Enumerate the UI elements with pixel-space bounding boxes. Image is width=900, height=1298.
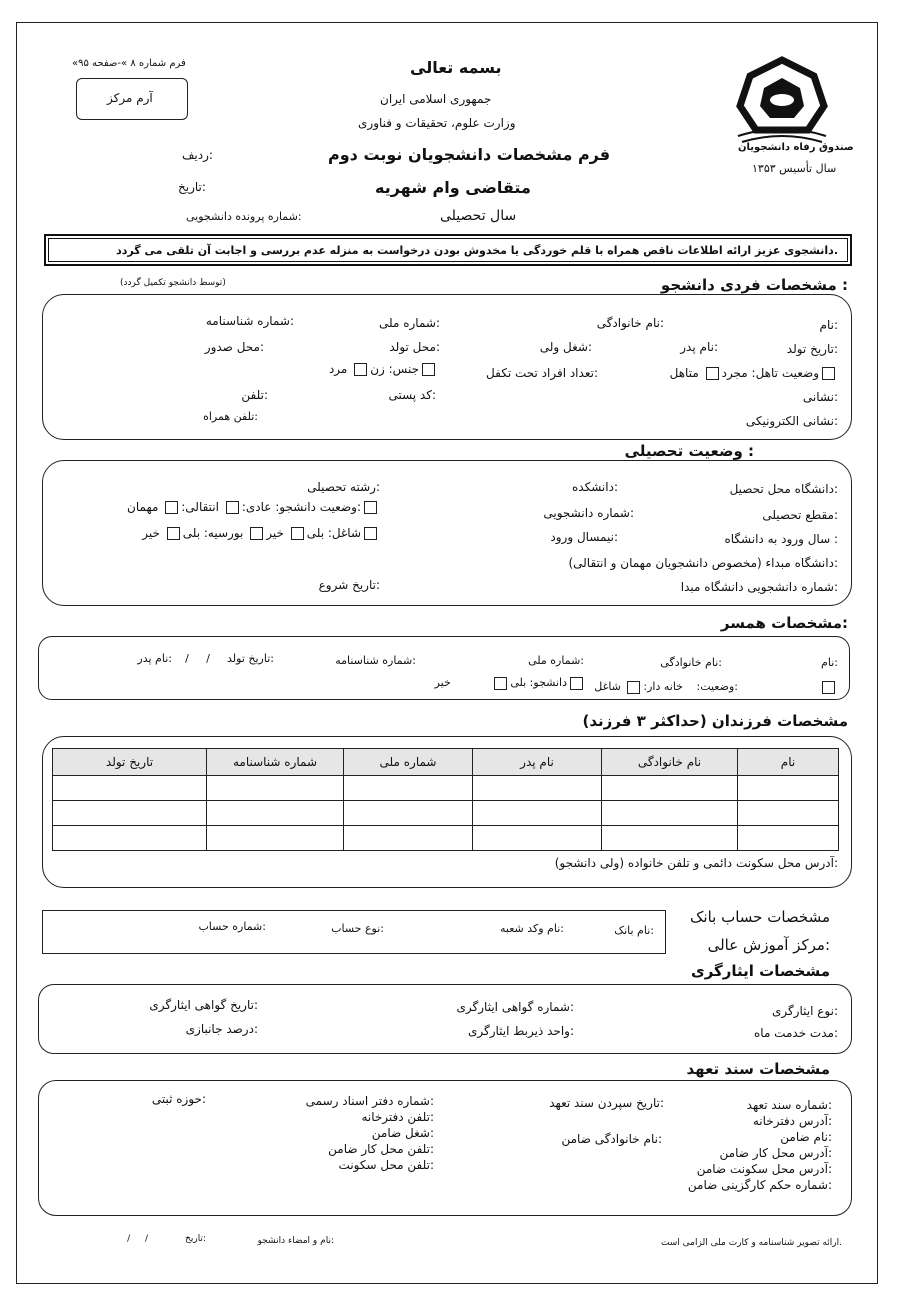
veteran-section-title: مشخصات ایثارگری xyxy=(690,962,830,980)
personal-section-note: (توسط دانشجو تکمیل گردد) xyxy=(120,278,226,288)
employment-group xyxy=(142,526,380,540)
col-national-id: شماره ملی xyxy=(344,749,473,776)
employed-no-label: خیر xyxy=(266,526,284,540)
student-status-group xyxy=(127,500,380,514)
email-label: نشانی الکترونیکی: xyxy=(745,414,838,428)
student-file-number: شماره پرونده دانشجویی: xyxy=(186,210,302,223)
notary-phone-label: تلفن دفترخانه: xyxy=(361,1110,434,1124)
veteran-unit-label: واحد ذیربط ایثارگری: xyxy=(467,1024,574,1038)
birth-cert-label: شماره شناسنامه: xyxy=(205,314,294,328)
employed-yes-label: بلی xyxy=(306,526,325,540)
higher-ed-center-label: مرکز آموزش عالی: xyxy=(707,936,830,954)
guarantee-section-title: مشخصات سند تعهد xyxy=(686,1060,830,1078)
employed-no-checkbox[interactable] xyxy=(250,527,263,540)
spouse-student-label: دانشجو: بلی xyxy=(510,676,567,689)
entry-year-label: سال ورود به دانشگاه : xyxy=(724,532,838,546)
veteran-type-label: نوع ایثارگری: xyxy=(771,1004,838,1018)
notary-address-label: آدرس دفترخانه: xyxy=(752,1114,832,1128)
student-no-label: شماره دانشجویی: xyxy=(543,506,634,520)
table-row xyxy=(53,776,839,801)
guest-checkbox[interactable] xyxy=(364,501,377,514)
spouse-birth-date-label: تاریخ تولد: xyxy=(227,652,274,665)
spouse-status-group xyxy=(594,680,838,694)
republic-line: جمهوری اسلامی ایران xyxy=(380,92,492,106)
address-label: نشانی: xyxy=(802,390,838,404)
account-type-label: نوع حساب: xyxy=(331,922,384,935)
transfer-checkbox[interactable] xyxy=(165,501,178,514)
spouse-national-id-label: شماره ملی: xyxy=(528,654,584,667)
spouse-student-no-checkbox[interactable] xyxy=(570,677,583,690)
account-no-label: شماره حساب: xyxy=(198,920,266,933)
children-table xyxy=(52,748,839,851)
mobile-label: تلفن همراه: xyxy=(203,410,258,423)
guarantor-work-phone-label: تلفن محل کار ضامن: xyxy=(328,1142,434,1156)
date-label: تاریخ: xyxy=(178,180,206,194)
guardian-job-label: شغل ولی: xyxy=(539,340,592,354)
scholarship-yes-label: بلی xyxy=(182,526,201,540)
table-row xyxy=(53,826,839,851)
phone-label: تلفن: xyxy=(241,388,268,402)
guarantor-family-label: نام خانوادگی ضامن: xyxy=(561,1132,662,1146)
spouse-student-yes-checkbox[interactable] xyxy=(494,677,507,690)
student-status-label: وضعیت دانشجو: xyxy=(275,500,357,514)
start-date-label: تاریخ شروع: xyxy=(318,578,380,592)
col-birth-date: تاریخ تولد xyxy=(53,749,207,776)
spouse-employed-checkbox[interactable] xyxy=(822,681,835,694)
ministry-line: وزارت علوم، تحقیقات و فناوری xyxy=(358,116,516,130)
faculty-label: دانشکده: xyxy=(572,480,618,494)
notary-no-label: شماره دفتر اسناد رسمی: xyxy=(305,1094,434,1108)
children-table-header xyxy=(53,749,839,776)
marital-single-label: وضعیت تاهل: مجرد xyxy=(721,366,819,380)
spouse-section-title: مشخصات همسر: xyxy=(720,614,848,632)
veteran-box xyxy=(38,984,852,1054)
guarantor-home-phone-label: تلفن محل سکونت: xyxy=(338,1158,434,1172)
name-label: نام: xyxy=(819,318,838,332)
marital-married-label: متاهل xyxy=(669,366,699,380)
male-checkbox[interactable] xyxy=(422,363,435,376)
fund-logo-year: سال تأسیس ۱۳۵۳ xyxy=(752,162,837,175)
notice-box xyxy=(44,234,852,266)
veteran-cert-date-label: تاریخ گواهی ایثارگری: xyxy=(149,998,258,1012)
form-subtitle: متقاضی وام شهریه xyxy=(375,178,531,197)
entry-semester-label: نیمسال ورود: xyxy=(550,530,618,544)
col-name: نام xyxy=(738,749,839,776)
id-copy-note: ارائه تصویر شناسنامه و کارت ملی الزامی است. xyxy=(660,1238,842,1248)
center-logo-box xyxy=(76,78,188,120)
employed-label: شاغل: xyxy=(327,526,361,540)
education-section-title: وضعیت تحصیلی : xyxy=(624,442,754,460)
footer-date-label: تاریخ: xyxy=(185,1234,206,1244)
birth-place-label: محل تولد: xyxy=(389,340,440,354)
major-label: رشته تحصیلی: xyxy=(307,480,380,494)
scholarship-label: بورسیه: xyxy=(203,526,244,540)
transfer-label: انتقالی: xyxy=(181,500,219,514)
degree-label: مقطع تحصیلی: xyxy=(762,508,838,522)
guarantee-doc-no-label: شماره سند تعهد: xyxy=(746,1098,832,1112)
personal-section-title: مشخصات فردی دانشجو : xyxy=(660,276,848,294)
spouse-status-label: وضعیت: xyxy=(696,680,735,693)
origin-university-label: دانشگاه مبداء (مخصوص دانشجویان مهمان و انتقالی): xyxy=(568,556,838,570)
form-title: فرم مشخصات دانشجویان نوبت دوم xyxy=(328,145,611,164)
spouse-father-name-label: نام پدر: xyxy=(137,652,172,665)
notice-text: دانشجوی عزیز ارائه اطلاعات ناقص همراه با قلم خوردگی یا مخدوش بودن درخواست به منزله عدم بررسی و اجابت آن تلقی می گردد. xyxy=(116,244,838,257)
col-father-name: نام پدر xyxy=(473,749,602,776)
form-number: «فرم شماره ۸ »-صفحه ۹۵ xyxy=(72,58,186,69)
birth-date-label: تاریخ تولد: xyxy=(786,342,838,356)
scholarship-no-label: خیر xyxy=(142,526,160,540)
student-signature-label: نام و امضاء دانشجو: xyxy=(257,1236,334,1246)
spouse-name-label: نام: xyxy=(821,656,838,669)
academic-year: سال تحصیلی xyxy=(440,208,517,224)
housewife-checkbox[interactable] xyxy=(627,681,640,694)
center-logo-label: آرم مرکز xyxy=(107,91,153,105)
children-section-title: مشخصات فرزندان (حداکثر ۳ فرزند) xyxy=(582,712,848,730)
fund-logo-name: صندوق رفاه دانشجویان xyxy=(738,142,854,153)
regular-checkbox[interactable] xyxy=(226,501,239,514)
table-row xyxy=(53,801,839,826)
spouse-student-no-label: خیر xyxy=(434,676,451,689)
female-checkbox[interactable] xyxy=(354,363,367,376)
father-name-label: نام پدر: xyxy=(680,340,718,354)
guarantor-name-label: نام ضامن: xyxy=(780,1130,832,1144)
guest-label: مهمان: xyxy=(127,500,361,514)
dependents-label: تعداد افراد تحت تکفل: xyxy=(486,366,598,380)
spouse-birth-cert-label: شماره شناسنامه: xyxy=(335,654,416,667)
spouse-student-group xyxy=(435,676,586,690)
scholarship-yes-checkbox[interactable] xyxy=(167,527,180,540)
spouse-employed-label: شاغل: xyxy=(594,680,738,693)
married-checkbox[interactable] xyxy=(822,367,835,380)
gender-male-label: مرد xyxy=(328,362,348,376)
single-checkbox[interactable] xyxy=(706,367,719,380)
col-birth-cert: شماره شناسنامه xyxy=(207,749,344,776)
issue-place-label: محل صدور: xyxy=(204,340,264,354)
guarantor-order-no-label: شماره حکم کارگزینی ضامن: xyxy=(687,1178,832,1192)
branch-label: نام وکد شعبه: xyxy=(500,922,564,935)
national-id-label: شماره ملی: xyxy=(379,316,440,330)
family-address-label: آدرس محل سکونت دائمی و تلفن خانواده (ولی دانشجو): xyxy=(554,856,838,870)
housewife-label: خانه دار: xyxy=(643,680,683,693)
regular-label: عادی: xyxy=(241,500,272,514)
marital-status-label xyxy=(670,366,838,380)
gender-label xyxy=(329,362,438,376)
guarantor-job-label: شغل ضامن: xyxy=(371,1126,434,1140)
guarantee-doc-date-label: تاریخ سپردن سند تعهد: xyxy=(549,1096,664,1110)
origin-student-no-label: شماره دانشجویی دانشگاه مبدا: xyxy=(680,580,838,594)
guarantor-home-address-label: آدرس محل سکونت ضامن: xyxy=(696,1162,832,1176)
guarantor-work-address-label: آدرس محل کار ضامن: xyxy=(719,1146,832,1160)
spouse-birth-date-slashes: / / xyxy=(185,652,210,665)
university-label: دانشگاه محل تحصیل: xyxy=(729,482,838,496)
family-label: نام خانوادگی: xyxy=(596,316,664,330)
col-family: نام خانوادگی xyxy=(602,749,738,776)
fund-logo-icon xyxy=(728,56,836,146)
veteran-cert-no-label: شماره گواهی ایثارگری: xyxy=(456,1000,574,1014)
disability-percent-label: درصد جانبازی: xyxy=(185,1022,258,1036)
row-label: ردیف: xyxy=(182,148,213,162)
gender-female-label: جنس: زن xyxy=(370,362,419,376)
bank-section-title: مشخصات حساب بانک xyxy=(689,908,830,926)
postal-code-label: کد پستی: xyxy=(388,388,436,402)
spouse-family-label: نام خانوادگی: xyxy=(660,656,722,669)
bismillah: بسمه تعالی xyxy=(410,58,502,77)
service-months-label: مدت خدمت ماه: xyxy=(754,1026,838,1040)
registry-zone-label: حوزه ثبتی: xyxy=(151,1092,206,1106)
bank-name-label: نام بانک: xyxy=(614,924,654,937)
employed-yes-checkbox[interactable] xyxy=(291,527,304,540)
footer-date-slashes: / / xyxy=(127,1234,148,1244)
scholarship-no-checkbox[interactable] xyxy=(364,527,377,540)
